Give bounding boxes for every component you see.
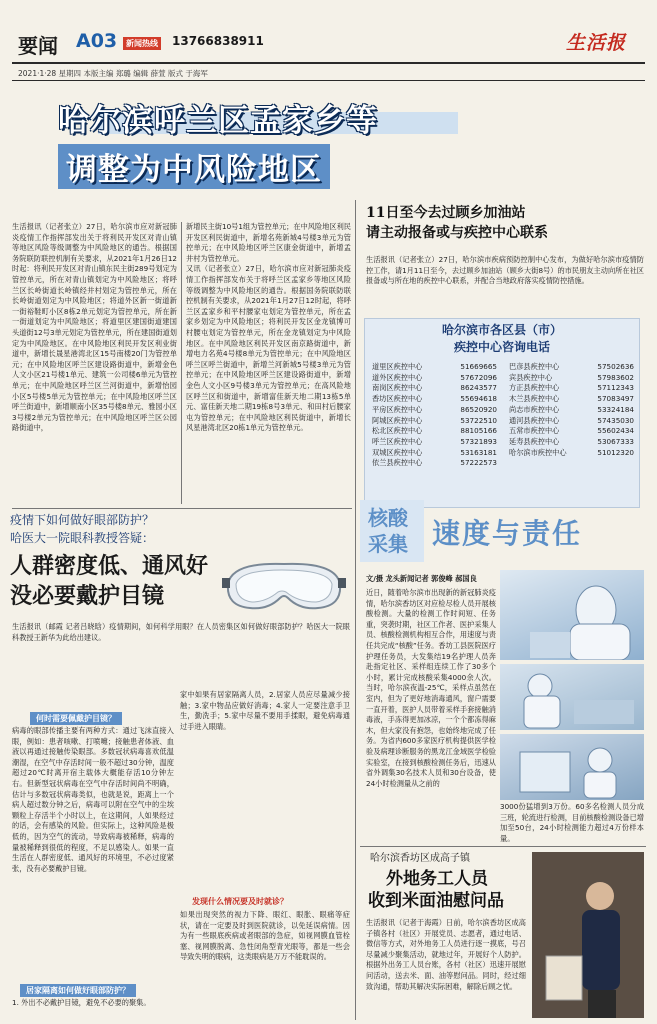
nucleic-tag-line1: 核酸 bbox=[368, 506, 408, 530]
phone-row bbox=[372, 448, 497, 459]
phone-row bbox=[372, 416, 497, 427]
phone-row-name: 道外区疾控中心 bbox=[372, 372, 423, 382]
phone-row bbox=[509, 394, 634, 405]
phone-row-name: 尚志市疾控中心 bbox=[509, 404, 560, 414]
phone-row bbox=[509, 362, 634, 373]
nucleic-photo-mid bbox=[500, 664, 644, 730]
phone-row bbox=[509, 373, 634, 384]
gaozi-photo bbox=[532, 852, 644, 1018]
phone-row bbox=[372, 426, 497, 437]
nucleic-body-end: 3000份猛增到3万份。60多名检测人员分成三班，轮流进行检测，目前核酸检测设备已增加至50台，24小时检测能力超过4万份样本量。 bbox=[500, 802, 644, 842]
phone-row-name: 呼兰区疾控中心 bbox=[372, 436, 423, 446]
nucleic-tag bbox=[360, 500, 424, 562]
phone-row-name: 依兰县疾控中心 bbox=[372, 458, 423, 468]
phone-row-number: 86520920 bbox=[460, 404, 497, 414]
phone-row-number: 53324184 bbox=[597, 404, 634, 414]
nucleic-title: 速度与责任 bbox=[432, 517, 583, 550]
section-name: 要闻 bbox=[18, 34, 58, 58]
lead-article-col2: 新增民主街10号1组为管控单元；在中风险地区利民开发区利民街道中，新增名苑新城4号楼3单元为管控单元；在中风险地区呼兰区康金街道中，新增孟井村为管控单元。 又讯（记者张立）27日，哈尔滨市应对新冠肺炎疫情工作指挥部发布关于将呼兰区孟家乡等地区风险等级调整为中风险地区的通告。根据国务院联防联控机制有关要求，从2021年1月27日12时起，将呼兰区孟家乡和平村腰家屯划定为管控单元，所在孟家乡划定为中风险地区；将利民开发区金龙镇博可村腰屯划定为管控单元，所在金龙镇划定为中风险地区。在中风险地区利民开发区南京路街道中，新增电力名苑4号楼8单元为管控单元；在中风险地区呼兰区呼兰街道中，新增兰河新城5号楼3单元为管控单元；在中风险地区呼兰区建设路街道中，新增金色人文小区9号楼3单元为管控单元；在高风险地区呼兰区和街道中，新增富佳新天地二期13栋5单元、富佳新天地二期19栋8号3单元、和田村后腰家屯为管控单元；在中风险地区利民街道中，新增长风星港湾北区20栋1单元为管控单元。 bbox=[186, 222, 351, 433]
phone-row-number: 55694618 bbox=[460, 394, 497, 404]
phone-row bbox=[509, 426, 634, 437]
phone-row-name: 通河县疾控中心 bbox=[509, 415, 560, 425]
phone-row-number: 57435030 bbox=[597, 415, 634, 425]
phone-row-name: 松北区疾控中心 bbox=[372, 426, 423, 436]
phone-row-name: 宾县疾控中心 bbox=[509, 372, 553, 382]
eyes-subtitle: 哈医大一院眼科教授答疑： bbox=[10, 531, 155, 545]
phone-row-name: 方正县疾控中心 bbox=[509, 383, 560, 393]
issue-meta: 2021·1·28 星期四 本版主编 郑璐 编辑 薛萱 版式 于海军 bbox=[18, 69, 208, 78]
phone-row-name: 五常市疾控中心 bbox=[509, 426, 560, 436]
hotline-label: 新闻热线 bbox=[123, 37, 161, 50]
phone-row bbox=[372, 373, 497, 384]
phone-row bbox=[372, 362, 497, 373]
lead-article-col1: 生活报讯（记者张立）27日，哈尔滨市应对新冠肺炎疫情工作指挥部发出关于将利民开发区对青山镇等地区风险等级调整为中风险地区的通告。根据国务院联防联控机制有关要求，从2021年1月26日12时起：将利民开发区对青山镇东民主街289号划定为管控单元，所在对青山镇划定为中风险地区；将呼兰区长岭街道长岭镇经井村划定为管控单元，所在长岭街道划定为中风险地区；将道外区新一街道新一街裕鞋町小区8栋2单元划定为管控单元，所在新一街道划定为中风险地区；将道里区建国街道建国头道街12号3单元划定为管控单元，所在建国街道划定为中风险地区。在中风险地区利民开发区利业街道中，新增长晟星港湾北区15号南楼20门为管控单元；在中风险地区呼兰区建设路街道中，新增金色人文小区21号楼1单元、建筑一公司楼6单元为管控单元；在中风险地区呼兰区兰河街道中，新增怡园小区5号楼5单元为管控单元；在中风险地区呼兰区呼兰街道中，新增顺南小区35号楼8单元、雅园小区3号楼2单元为管控单元；在中风险地区呼兰区公园路街道中， bbox=[12, 222, 177, 433]
masthead-rule bbox=[12, 62, 645, 64]
phone-row-number: 86243577 bbox=[460, 383, 497, 393]
phone-table-title1: 哈尔滨市各区县（市） bbox=[441, 323, 562, 337]
phone-row-name: 香坊区疾控中心 bbox=[372, 394, 423, 404]
phone-row-name: 巴彦县疾控中心 bbox=[509, 362, 560, 371]
phone-row-name: 双城区疾控中心 bbox=[372, 447, 423, 457]
phone-row bbox=[372, 458, 497, 469]
phone-row bbox=[372, 383, 497, 394]
medic-figure-icon bbox=[500, 570, 644, 660]
nucleic-photo-bottom bbox=[500, 734, 644, 800]
phone-row-number: 57083497 bbox=[597, 394, 634, 404]
phone-row-number: 51012320 bbox=[597, 447, 634, 457]
column-divider bbox=[355, 200, 356, 510]
goggles-image bbox=[222, 556, 346, 618]
phone-row-number: 57321893 bbox=[460, 436, 497, 446]
eyes-sub2: 居家隔离如何做好眼部防护？ bbox=[20, 984, 136, 997]
phone-row-number: 51669665 bbox=[460, 362, 497, 371]
phone-row-name: 平房区疾控中心 bbox=[372, 404, 423, 414]
gaozi-headline2: 收到米面油慰问品 bbox=[368, 891, 504, 911]
gas-article-body: 生活报讯（记者张立）27日，哈尔滨市疾病预防控制中心发布，为做好哈尔滨市疫情防控工作，请1月11日至今，去过顾乡加油站（顾乡大街8号）的市民朋友主动向所在社区报备或与所在地的疾控中心联系，并配合当地政府落实疫情防控措施。 bbox=[366, 255, 644, 286]
hotline-number: 13766838911 bbox=[172, 34, 264, 48]
nucleic-body: 近日，随着哈尔滨市出现新的新冠肺炎疫情，哈尔滨香坊区对应检尽检人员开展核酸检测。大量的检测工作时间短、任务重，突袭时期，社区工作者、医护采集人员、核酸检测机构相互合作，用速度与责任共完成“核酸”任务。香坊工县医院医疗护理任务员，大发集结19名护理人员奔赴指定社区、采样组连续工作了30多个小时，累计完成核酸采集4000余人次。当时，哈尔滨夜温-25℃，采样点虽然在室内，但为了更好地消毒通风，窗户需要一直开着，医护人员带着采样手套接触消毒液，手冻得更加冰凉，一个个都冻得麻木，但大家没有抱怨，也始终地完成了任务。为省内600多家医疗机构提供医学检验及病理诊断服务的黑龙江金域医学检验实验室，在接到核酸检测任务后，迅速从省外调集30名技术人员和30台设备，使24小时检测量从之前的 bbox=[366, 588, 496, 788]
eyes-sub1: 何时需要佩戴护目镜？ bbox=[30, 712, 122, 725]
phone-list-left bbox=[372, 362, 497, 469]
page-number: A03 bbox=[76, 30, 118, 52]
phone-row bbox=[509, 383, 634, 394]
phone-row-number: 53722510 bbox=[460, 415, 497, 425]
masthead-rule-bottom bbox=[12, 80, 645, 81]
phone-row-number: 88105166 bbox=[460, 426, 497, 436]
phone-row-name: 南岗区疾控中心 bbox=[372, 383, 423, 393]
phone-list-right bbox=[509, 362, 634, 469]
phone-row-number: 57983602 bbox=[597, 372, 634, 382]
main-headline-line2: 调整为中风险地区 bbox=[58, 144, 330, 189]
phone-row-number: 57112343 bbox=[597, 383, 634, 393]
newspaper-logo: 生活报 bbox=[566, 32, 627, 54]
section-divider bbox=[12, 508, 352, 509]
column-divider bbox=[355, 508, 356, 1020]
phone-table-grid bbox=[372, 362, 634, 469]
phone-row-number: 55602434 bbox=[597, 426, 634, 436]
eyes-col3: 如果出现突然的视力下降、眼红、眼胀、眼痛等症状，请在一定要及时到医院就诊，以免延误病情。因为有一些眼底疾病或者眼部的急症，如视网膜血管栓塞、视网膜脱离、急性闭角型青光眼等，都是一些会导致失明的眼病，这类眼病是万万不能耽误的。 bbox=[180, 910, 350, 962]
phone-row bbox=[372, 405, 497, 416]
worker-receiving-goods-icon bbox=[532, 852, 644, 1018]
phone-row bbox=[509, 437, 634, 448]
sample-test-icon bbox=[500, 734, 644, 800]
section-divider bbox=[360, 846, 646, 847]
phone-row-name: 木兰县疾控中心 bbox=[509, 394, 560, 404]
phone-row bbox=[372, 437, 497, 448]
phone-row-number: 57672096 bbox=[460, 372, 497, 382]
gaozi-kicker: 哈尔滨香坊区成高子镇 bbox=[370, 853, 470, 864]
phone-row-number: 53067333 bbox=[597, 436, 634, 446]
main-headline-line1: 哈尔滨呼兰区孟家乡等 bbox=[58, 103, 378, 139]
phone-row-name: 道里区疾控中心 bbox=[372, 362, 423, 371]
eyes-headline1: 人群密度低、通风好 bbox=[10, 553, 209, 579]
nucleic-byline: 文/摄 龙头新闻记者 郭俊峰 郝国良 bbox=[366, 574, 477, 583]
phone-row bbox=[372, 394, 497, 405]
lab-worker-icon bbox=[500, 664, 644, 730]
phone-row bbox=[509, 405, 634, 416]
eyes-col2: 家中如果有居家隔离人员，2.居家人员应尽量减少接触；3.家中物品应做好消毒；4.家人一定要注意手卫生，勤洗手；5.家中尽量不要用手揉眼，避免病毒通过手进入眼睛。 bbox=[180, 690, 350, 731]
phone-row-name: 延寿县疾控中心 bbox=[509, 436, 560, 446]
eyes-headline2: 没必要戴护目镜 bbox=[10, 583, 165, 609]
phone-table-title2: 疾控中心咨询电话 bbox=[453, 340, 550, 354]
column-divider bbox=[181, 222, 182, 504]
eyes-col1: 病毒的眼部传播主要有两种方式：通过飞沫直接入眼，例如：患者咳嗽、打喷嚏；接触患者体液、血液以再通过接触传染眼部。多数冠状病毒喜欢低温潮湿，在空气中存活时间一般不超过30分钟，温度超过20℃时离开宿主载体大概能存活10分钟左右。但新型冠状病毒在空气中存活时间尚不明确，估计与多数冠状病毒类似，也就是说，距离上一个病人超过数分钟之后，病毒可以附在空气中的尘埃颗粒上存活半个小时以上，在这期间，人如果经过的话，会有感染的风险。但实际上，这种风险是极低的，因为空气的流动，导致病毒被稀释，病毒的量被稀释到很低的程度，不足以感染人。如果一直生活在人群密度低、通风好的环境里，不必过度紧张，没有必要戴护目镜。 bbox=[12, 726, 174, 873]
nucleic-tag-line2: 采集 bbox=[368, 532, 408, 556]
phone-row-number: 57502636 bbox=[597, 362, 634, 371]
eyes-col2-top: 1. 外出不必戴护目镜，避免不必要的聚集。 bbox=[12, 998, 151, 1007]
eyes-sub3: 发现什么情况要及时就诊？ bbox=[192, 897, 288, 906]
eyes-question: 疫情下如何做好眼部防护？ bbox=[10, 513, 155, 527]
phone-row-name: 阿城区疾控中心 bbox=[372, 415, 423, 425]
eyes-lead: 生活报讯（邮霞 记者吕晓晗）疫情期间，如何科学用眼？在人员密集区如何做好眼部防护？哈医大一院眼科教授王新华为此给出建议。 bbox=[12, 622, 350, 642]
phone-row-name: 哈尔滨市疾控中心 bbox=[509, 447, 567, 457]
phone-row-number: 57222573 bbox=[460, 458, 497, 468]
phone-row bbox=[509, 448, 634, 459]
nucleic-photo-top bbox=[500, 570, 644, 660]
gaozi-headline1: 外地务工人员 bbox=[386, 869, 488, 889]
gas-article-title2: 请主动报备或与疾控中心联系 bbox=[366, 225, 548, 241]
phone-row bbox=[509, 416, 634, 427]
gas-article-title1: 11日至今去过顾乡加油站 bbox=[366, 205, 526, 221]
gaozi-body: 生活报讯（记者于海霞）日前，哈尔滨香坊区成高子镇各村（社区）开展党员、志愿者，通过电话、微信等方式，对外地务工人员进行逐一摸底，号召尽量减少聚集活动，就地过年，开展好个人防护。根据外出务工人员台账，各村（社区）迅速开展慰问活动，送去米、面、油等慰问品。同时，经过细致沟通，帮助其解决实际困难，解除后顾之忧。 bbox=[366, 918, 526, 991]
phone-row-number: 53163181 bbox=[460, 447, 497, 457]
